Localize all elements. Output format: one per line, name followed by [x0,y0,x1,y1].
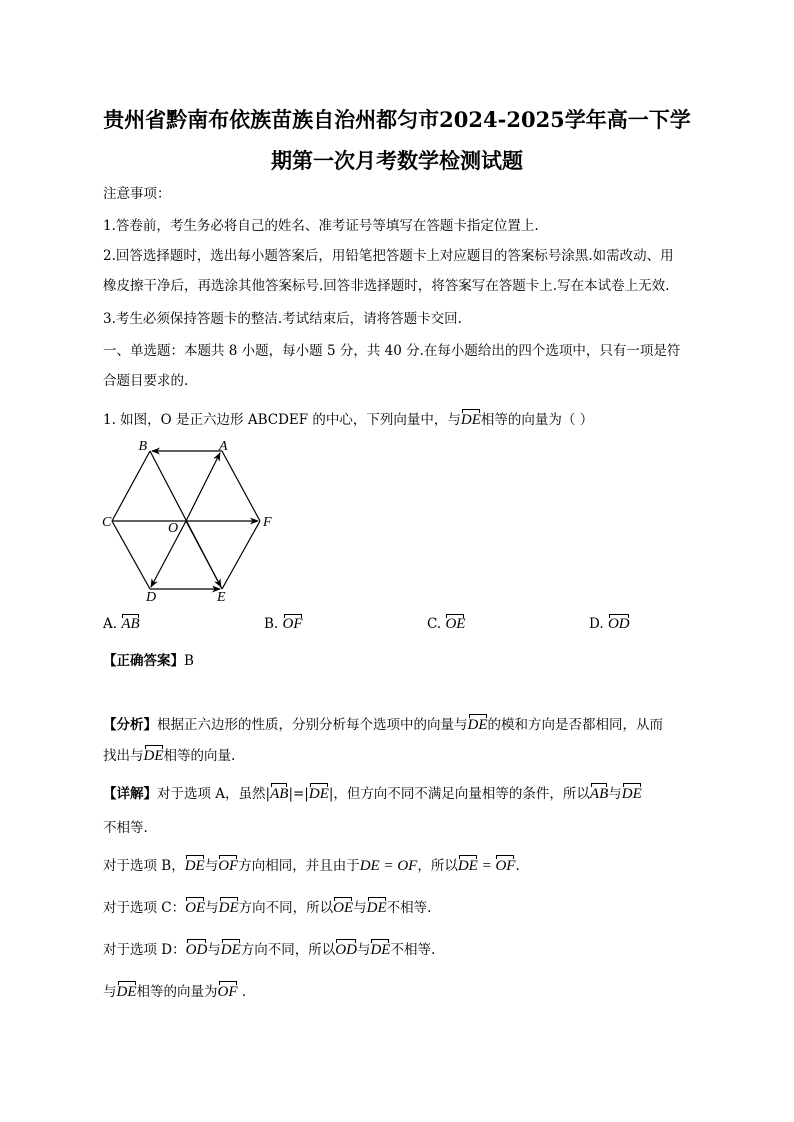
document-title-line1: 贵州省黔南布依族苗族自治州都匀市2024-2025学年高一下学 [103,107,691,132]
hex-edge-af [222,451,260,521]
detail-text: 不相等. [386,900,432,916]
option-a-letter: A. [103,616,118,632]
vector-oe: OE [333,897,353,917]
detail-final: 与DE相等的向量为OF . [103,981,246,1001]
vector-of: OF [218,981,238,1001]
label-a: A [219,439,228,454]
question-1 [103,409,593,429]
detail-text: 与 [205,900,219,916]
detail-text: 与 [608,786,622,802]
vector-de: DE [309,783,329,803]
vector-de: DE [219,897,239,917]
detail-text: 方向相同，并且由于 [238,858,360,874]
analysis-line1 [103,714,663,734]
answer-value: B [184,653,194,669]
detail-line2: 不相等. [103,820,148,836]
option-c-vector: OE [445,616,466,632]
vector-of: OF [218,855,238,875]
vector-od: OD [335,939,357,959]
notice-item-3: 3.考生必须保持答题卡的整洁.考试结束后，请将答题卡交回. [103,311,462,327]
detail-text: 方向不同，所以 [240,942,336,958]
detail-option-b: 对于选项 B，DE与OF方向相同，并且由于DE = OF，所以DE = OF. [103,855,520,875]
detail-text: 对于选项 A，虽然 [157,786,266,802]
answer-label: 【正确答案】 [103,653,184,669]
option-b-vector: OF [282,616,303,632]
detail-line1: 【详解】对于选项 A，虽然|AB|=|DE|，但方向不同不满足向量相等的条件，所以AB与DE [103,783,642,803]
vector-od: OD [186,939,208,959]
notice-item-2-cont: 橡皮擦干净后，再选涂其他答案标号.回答非选择题时，将答案写在答题卡上.写在本试卷上无效. [103,278,670,294]
analysis-text: 找出与 [103,748,144,764]
hexagon-figure [95,438,285,603]
vector-de: DE [468,714,488,734]
detail-text: ，所以 [417,858,458,874]
option-a [103,614,140,633]
vector-de: DE [458,855,478,875]
analysis-text: 的模和方向是否都相同，从而 [487,717,663,733]
detail-text: 对于选项 B， [103,858,185,874]
vector-ab: AB [590,783,608,803]
label-o: O [168,521,179,536]
detail-text: 对于选项 D： [103,942,186,958]
option-c [427,614,465,633]
question-text-end: 相等的向量为（ ） [480,412,594,428]
detail-text: 对于选项 C： [103,900,186,916]
label-e: E [217,590,226,603]
detail-text: 与 [103,984,117,1000]
option-b [264,614,303,633]
detail-text: 方向不同，所以 [238,900,334,916]
notice-heading: 注意事项： [103,186,171,202]
analysis-text: 根据正六边形的性质，分别分析每个选项中的向量与 [157,717,468,733]
hex-edge-dc [112,521,150,589]
option-d-letter: D. [589,616,604,632]
option-b-letter: B. [264,616,279,632]
detail-label: 【详解】 [103,786,157,802]
label-b: B [138,439,147,454]
detail-text: 与 [204,858,219,874]
detail-text: 与 [353,900,367,916]
vector-de: DE [461,409,481,429]
detail-text: ，但方向不同不满足向量相等的条件，所以 [333,786,590,802]
vector-de: DE [622,783,642,803]
vector-de: DE [370,939,390,959]
hex-edge-fe [222,521,260,589]
vector-oa-arrow [186,453,220,521]
detail-option-d [103,939,435,959]
vector-of: OF [495,855,515,875]
vector-de: DE [185,855,205,875]
vector-de: DE [117,981,137,1001]
analysis-label: 【分析】 [103,717,157,733]
label-f: F [263,515,272,530]
section-heading-cont: 合题目要求的. [103,373,189,389]
vector-ab: AB [270,783,288,803]
notice-item-1: 1.答卷前，考生务必将自己的姓名、准考证号等填写在答题卡指定位置上. [103,218,539,234]
detail-option-c [103,897,431,917]
label-d: D [146,590,157,603]
question-text: 1. 如图，O 是正六边形 ABCDEF 的中心，下列向量中，与 [103,412,461,428]
section-heading: 一、单选题：本题共 8 小题，每小题 5 分，共 40 分.在每小题给出的四个选项中，只有一项是符 [103,343,681,359]
vector-de: DE [144,745,164,765]
option-d [589,614,630,633]
answer-line [103,652,194,670]
hex-edge-cb [112,451,150,521]
document-title-line2: 期第一次月考数学检测试题 [271,148,523,173]
detail-text: 与 [356,942,371,958]
notice-item-2: 2.回答选择题时，选出每小题答案后，用铅笔把答题卡上对应题目的答案标号涂黑.如需改动、用 [103,248,674,264]
detail-text: 相等的向量为 [136,984,218,1000]
vector-de: DE [367,897,387,917]
detail-text: 与 [207,942,221,958]
vector-oe: OE [185,897,205,917]
option-d-vector: OD [607,616,630,632]
equation-de-of: DE = OF [359,858,418,874]
analysis-line2 [103,745,235,765]
vector-de: DE [221,939,241,959]
detail-text: 不相等. [390,942,436,958]
option-c-letter: C. [427,616,442,632]
analysis-text: 相等的向量. [163,748,236,764]
option-a-vector: AB [121,616,140,632]
label-c: C [102,515,112,530]
